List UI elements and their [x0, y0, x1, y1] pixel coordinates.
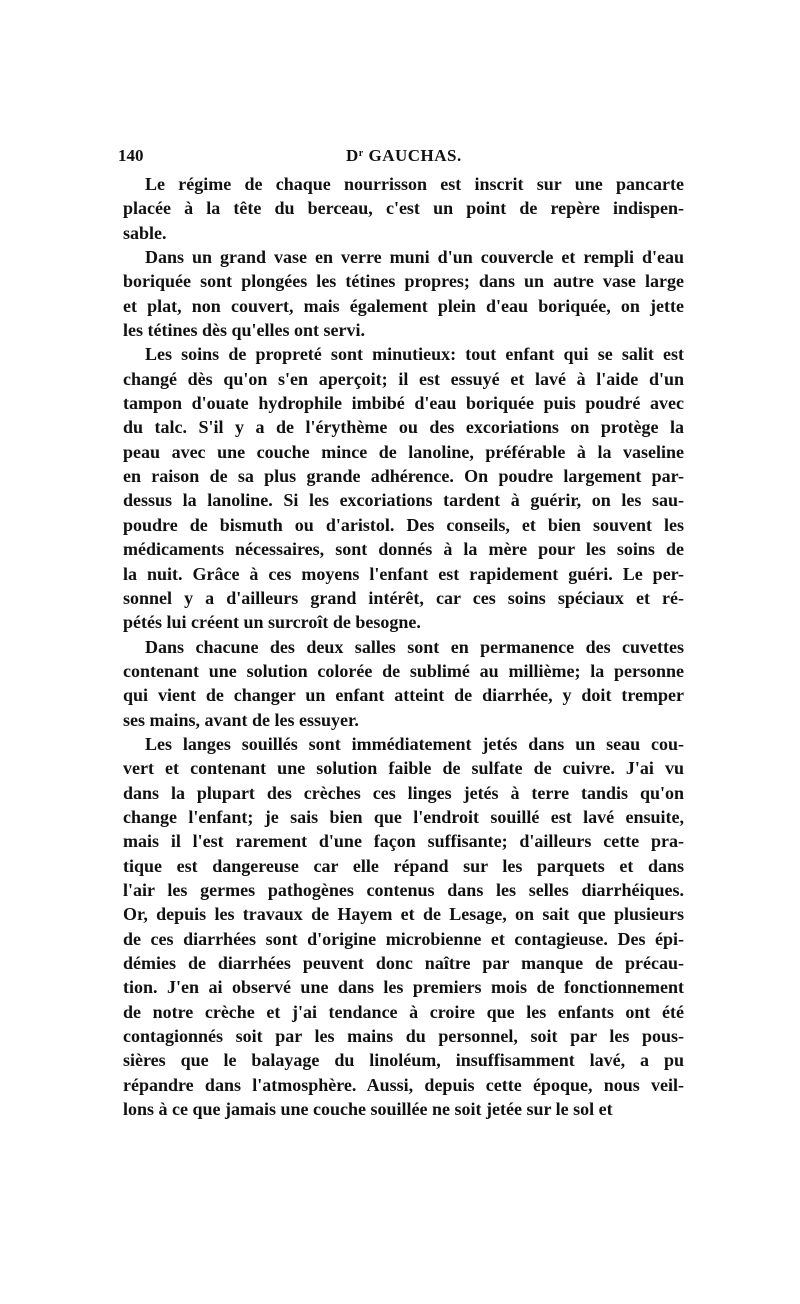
text-line: sonnel y a d'ailleurs grand intérêt, car ces soins spéciaux et ré- — [123, 587, 684, 608]
text-line: tique est dangereuse car elle répand sur les parquets et dans — [123, 855, 684, 876]
text-line: répandre dans l'atmosphère. Aussi, depuis cette époque, nous veil- — [123, 1074, 684, 1095]
text-line: médicaments nécessaires, sont donnés à la mère pour les soins de — [123, 539, 684, 560]
text-line: dessus la lanoline. Si les excoriations tardent à guérir, on les sau- — [123, 490, 684, 511]
text-line: et plat, non couvert, mais également plein d'eau boriquée, on jette — [123, 295, 684, 316]
paragraph — [123, 342, 684, 634]
text-line: vert et contenant une solution faible de sulfate de cuivre. J'ai vu — [123, 758, 684, 779]
text-line: en raison de sa plus grande adhérence. On poudre largement par- — [123, 466, 684, 487]
text-line: tampon d'ouate hydrophile imbibé d'eau boriquée puis poudré avec — [123, 393, 684, 414]
paragraph — [123, 245, 684, 342]
text-line: lons à ce que jamais une couche souillée ne soit jetée sur le sol et — [123, 1099, 613, 1120]
text-line: Les langes souillés sont immédiatement jetés dans un seau cou- — [145, 733, 684, 754]
text-line: démies de diarrhées peuvent donc naître par manque de précau- — [123, 953, 684, 973]
text-line: sières que le balayage du linoléum, insuffisamment lavé, a pu — [123, 1050, 684, 1071]
text-line: boriquée sont plongées les tétines propres; dans un autre vase large — [123, 271, 684, 292]
paragraph — [123, 172, 684, 245]
running-title — [346, 146, 462, 166]
text-line: change l'enfant; je sais bien que l'endroit souillé est lavé ensuite, — [123, 806, 684, 827]
text-line: dans la plupart des crèches ces linges jetés à terre tandis qu'on — [123, 782, 684, 803]
text-line: Or, depuis les travaux de Hayem et de Lesage, on sait que plusieurs — [123, 904, 684, 925]
text-line: les tétines dès qu'elles ont servi. — [123, 320, 365, 341]
text-line: contagionnés soit par les mains du personnel, soit par les pous- — [123, 1026, 684, 1047]
text-line: l'air les germes pathogènes contenus dans les selles diarrhéiques. — [123, 879, 684, 900]
text-line: changé dès qu'on s'en aperçoit; il est essuyé et lavé à l'aide d'un — [123, 368, 684, 389]
text-line: sable. — [123, 222, 167, 243]
body-text — [123, 172, 684, 1121]
text-line: peau avec une couche mince de lanoline, préférable à la vaseline — [123, 441, 684, 462]
page-number: 140 — [118, 146, 144, 165]
paragraph — [123, 635, 684, 732]
text-line: de notre crèche et j'ai tendance à croire que les enfants ont été — [123, 1001, 684, 1022]
text-line: de ces diarrhées sont d'origine microbienne et contagieuse. Des épi- — [123, 928, 684, 949]
text-line: contenant une solution colorée de sublimé au millième; la personne — [123, 660, 684, 681]
text-line: tion. J'en ai observé une dans les premiers mois de fonctionnement — [123, 977, 684, 998]
text-line: Dans chacune des deux salles sont en permanence des cuvettes — [145, 636, 684, 657]
running-head — [118, 146, 684, 170]
title-prefix: D — [346, 146, 359, 165]
title-superscript: r — [358, 148, 364, 159]
text-line: Le régime de chaque nourrisson est inscrit sur une pancarte — [145, 174, 684, 194]
text-line: pétés lui créent un surcroît de besogne. — [123, 612, 421, 633]
text-line: Les soins de propreté sont minutieux: tout enfant qui se salit est — [145, 344, 684, 365]
text-line: ses mains, avant de les essuyer. — [123, 709, 359, 730]
text-line: qui vient de changer un enfant atteint de diarrhée, y doit tremper — [123, 685, 684, 706]
text-line: poudre de bismuth ou d'aristol. Des conseils, et bien souvent les — [123, 514, 684, 535]
text-line: la nuit. Grâce à ces moyens l'enfant est rapidement guéri. Le per- — [123, 563, 684, 584]
author-name: GAUCHAS. — [368, 146, 462, 165]
text-line: du talc. S'il y a de l'érythème ou des excoriations on protège la — [123, 417, 684, 438]
text-line: placée à la tête du berceau, c'est un point de repère indispen- — [123, 198, 684, 219]
text-line: Dans un grand vase en verre muni d'un couvercle et rempli d'eau — [145, 247, 684, 268]
text-line: mais il l'est rarement d'une façon suffisante; d'ailleurs cette pra- — [123, 831, 684, 852]
paragraph — [123, 732, 684, 1122]
